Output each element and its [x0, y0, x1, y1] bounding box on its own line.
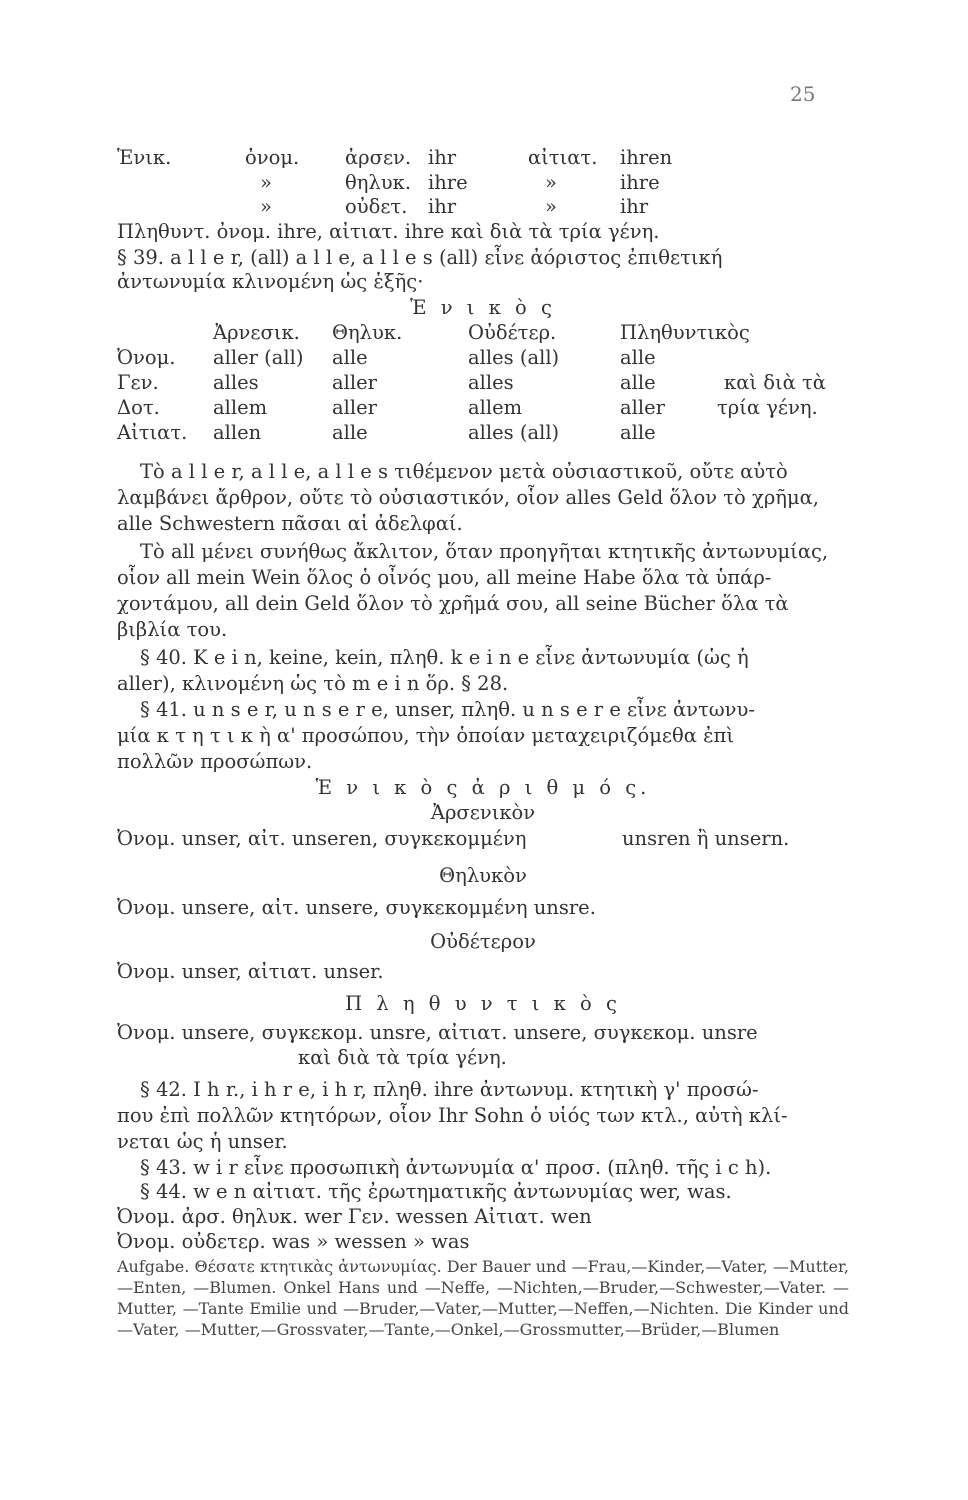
text-line: Τὸ all μένει συνήθως ἄκλιτον, ὅταν προηγῆται κτητικῆς ἀντωνυμίας,: [140, 540, 829, 563]
form: ihre: [620, 171, 660, 194]
column-header: Ἀρνεσικ.: [213, 321, 300, 344]
form: ihren: [620, 146, 673, 169]
table-note: καὶ διὰ τὰ: [724, 371, 826, 394]
text-line: Ὀνομ. ἀρσ. θηλυκ. wer Γεν. wessen Αἰτιατ. wen: [117, 1205, 592, 1228]
text-line: alle Schwestern πᾶσαι αἱ ἀδελφαί.: [117, 512, 463, 535]
column-header: Οὐδέτερ.: [468, 321, 557, 344]
text-line: § 42. I h r., i h r e, i h r, πληθ. ihre ἀντωνυμ. κτητικὴ γ' προσώ-: [140, 1078, 759, 1101]
label: οὐδετ.: [345, 195, 408, 218]
table-cell: aller (all): [213, 346, 304, 369]
text-line: aller), κλινομένη ὡς τὸ m e i n ὅρ. § 28.: [117, 672, 509, 695]
row-label: Ὀνομ.: [117, 346, 176, 369]
label: αἰτιατ.: [528, 146, 598, 169]
heading: Ἑ ν ι κ ὸ ς ἀ ρ ι θ μ ό ς.: [315, 776, 651, 799]
table-cell: alle: [620, 371, 656, 394]
text-line: § 39. a l l e r, (all) a l l e, a l l e s (all) εἶνε ἀόριστος ἐπιθετική: [117, 246, 723, 269]
text-line: χοντάμου, all dein Geld ὅλον τὸ χρῆμά σου, all seine Bücher ὅλα τὰ: [117, 592, 789, 615]
label: θηλυκ.: [345, 171, 412, 194]
column-header: Θηλυκ.: [332, 321, 403, 344]
text-line: ἀντωνυμία κλινομένη ὡς ἑξῆς·: [117, 270, 424, 293]
row-label: Αἰτιατ.: [117, 421, 188, 444]
table-cell: aller: [332, 371, 377, 394]
exercise-note: Aufgabe. Θέσατε κτητικὰς ἀντωνυμίας. Der Bauer und —Frau,—Kinder,—Vater, —Mutter, —Enten, —Blumen. Onkel Hans und —Neffe, —Nichten,—Bruder,—Schwester,—Vater. —Mutter, —Tante Emilie und —Bruder,—Vater,—Mutter,—Neffen,—Nichten. Die Kinder und —Vater, —Mutter,—Grossvater,—Tante,—Onkel,—Grossmutter,—Brüder,—Blumen: [117, 1257, 849, 1339]
table-cell: allem: [468, 396, 523, 419]
label: ἀρσεν.: [345, 146, 412, 169]
heading: Ἑ ν ι κ ὸ ς: [410, 296, 556, 319]
text-line: μία κ τ η τ ι κ ὴ α' προσώπου, τὴν ὁποίαν μεταχειριζόμεθα ἐπὶ: [117, 724, 735, 747]
table-cell: aller: [620, 396, 665, 419]
heading: Θηλυκὸν: [439, 864, 527, 887]
text-line: Ὀνομ. unsere, συγκεκομ. unsre, αἰτιατ. unsere, συγκεκομ. unsre: [117, 1021, 758, 1044]
label: Ἑνικ.: [117, 146, 172, 169]
heading: Ἀρσενικὸν: [430, 801, 536, 824]
text-line: νεται ὡς ἡ unser.: [117, 1130, 288, 1153]
table-cell: alle: [620, 421, 656, 444]
text-line: οἷον all mein Wein ὅλος ὁ οἶνός μου, all meine Habe ὅλα τὰ ὑπάρ-: [117, 566, 772, 589]
ditto: »: [260, 171, 272, 194]
text-line: καὶ διὰ τὰ τρία γένη.: [298, 1046, 507, 1069]
text-line: § 41. u n s e r, u n s e r e, unser, πληθ. u n s e r e εἶνε ἀντωνυ-: [140, 698, 755, 721]
row-label: Γεν.: [117, 371, 159, 394]
label: ὀνομ.: [245, 146, 300, 169]
text-line: Ὀνομ. unsere, αἰτ. unsere, συγκεκομμένη unsre.: [117, 896, 596, 919]
text-line: Πληθυντ. ὀνομ. ihre, αἰτιατ. ihre καὶ διὰ τὰ τρία γένη.: [117, 220, 660, 243]
form: ihr: [428, 146, 457, 169]
heading: Οὐδέτερον: [430, 930, 536, 953]
ditto: »: [545, 171, 557, 194]
ditto: »: [545, 195, 557, 218]
text-line: § 40. K e i n, keine, kein, πληθ. k e i n e εἶνε ἀντωνυμία (ὡς ἡ: [140, 646, 749, 669]
text-line: Ὀνομ. unser, αἰτ. unseren, συγκεκομμένη: [117, 827, 527, 850]
text-line: § 43. w i r εἶνε προσωπικὴ ἀντωνυμία α' προσ. (πληθ. τῆς i c h).: [140, 1156, 772, 1179]
text-line: βιβλία του.: [117, 618, 228, 641]
table-cell: alle: [332, 346, 368, 369]
table-cell: allen: [213, 421, 262, 444]
text-line: § 44. w e n αἰτιατ. τῆς ἐρωτηματικῆς ἀντωνυμίας wer, was.: [140, 1180, 732, 1203]
form: ihre: [428, 171, 468, 194]
table-note: τρία γένη.: [717, 396, 818, 419]
form: ihr: [428, 195, 457, 218]
form: ihr: [620, 195, 649, 218]
table-cell: alle: [332, 421, 368, 444]
table-cell: alles: [213, 371, 259, 394]
table-cell: alles (all): [468, 346, 560, 369]
row-label: Δοτ.: [117, 396, 160, 419]
page-number: 25: [790, 82, 816, 106]
text-line: πολλῶν προσώπων.: [117, 750, 313, 773]
ditto: »: [260, 195, 272, 218]
text-line: Τὸ a l l e r, a l l e, a l l e s τιθέμενον μετὰ οὐσιαστικοῦ, οὔτε αὐτὸ: [140, 460, 788, 483]
heading: Π λ η θ υ ν τ ι κ ὸ ς: [345, 992, 621, 1015]
table-cell: alle: [620, 346, 656, 369]
text-line: Ὀνομ. unser, αἰτιατ. unser.: [117, 960, 384, 983]
table-cell: alles (all): [468, 421, 560, 444]
text-line: unsren ἢ unsern.: [622, 827, 790, 850]
table-cell: alles: [468, 371, 514, 394]
column-header: Πληθυντικὸς: [620, 321, 750, 344]
text-line: που ἐπὶ πολλῶν κτητόρων, οἷον Ihr Sohn ὁ υἱός των κτλ., αὐτὴ κλί-: [117, 1104, 788, 1127]
table-cell: allem: [213, 396, 268, 419]
text-line: λαμβάνει ἄρθρον, οὔτε τὸ οὐσιαστικόν, οἷον alles Geld ὅλον τὸ χρῆμα,: [117, 486, 819, 509]
text-line: Ὀνομ. οὐδετερ. was » wessen » was: [117, 1230, 470, 1253]
table-cell: aller: [332, 396, 377, 419]
